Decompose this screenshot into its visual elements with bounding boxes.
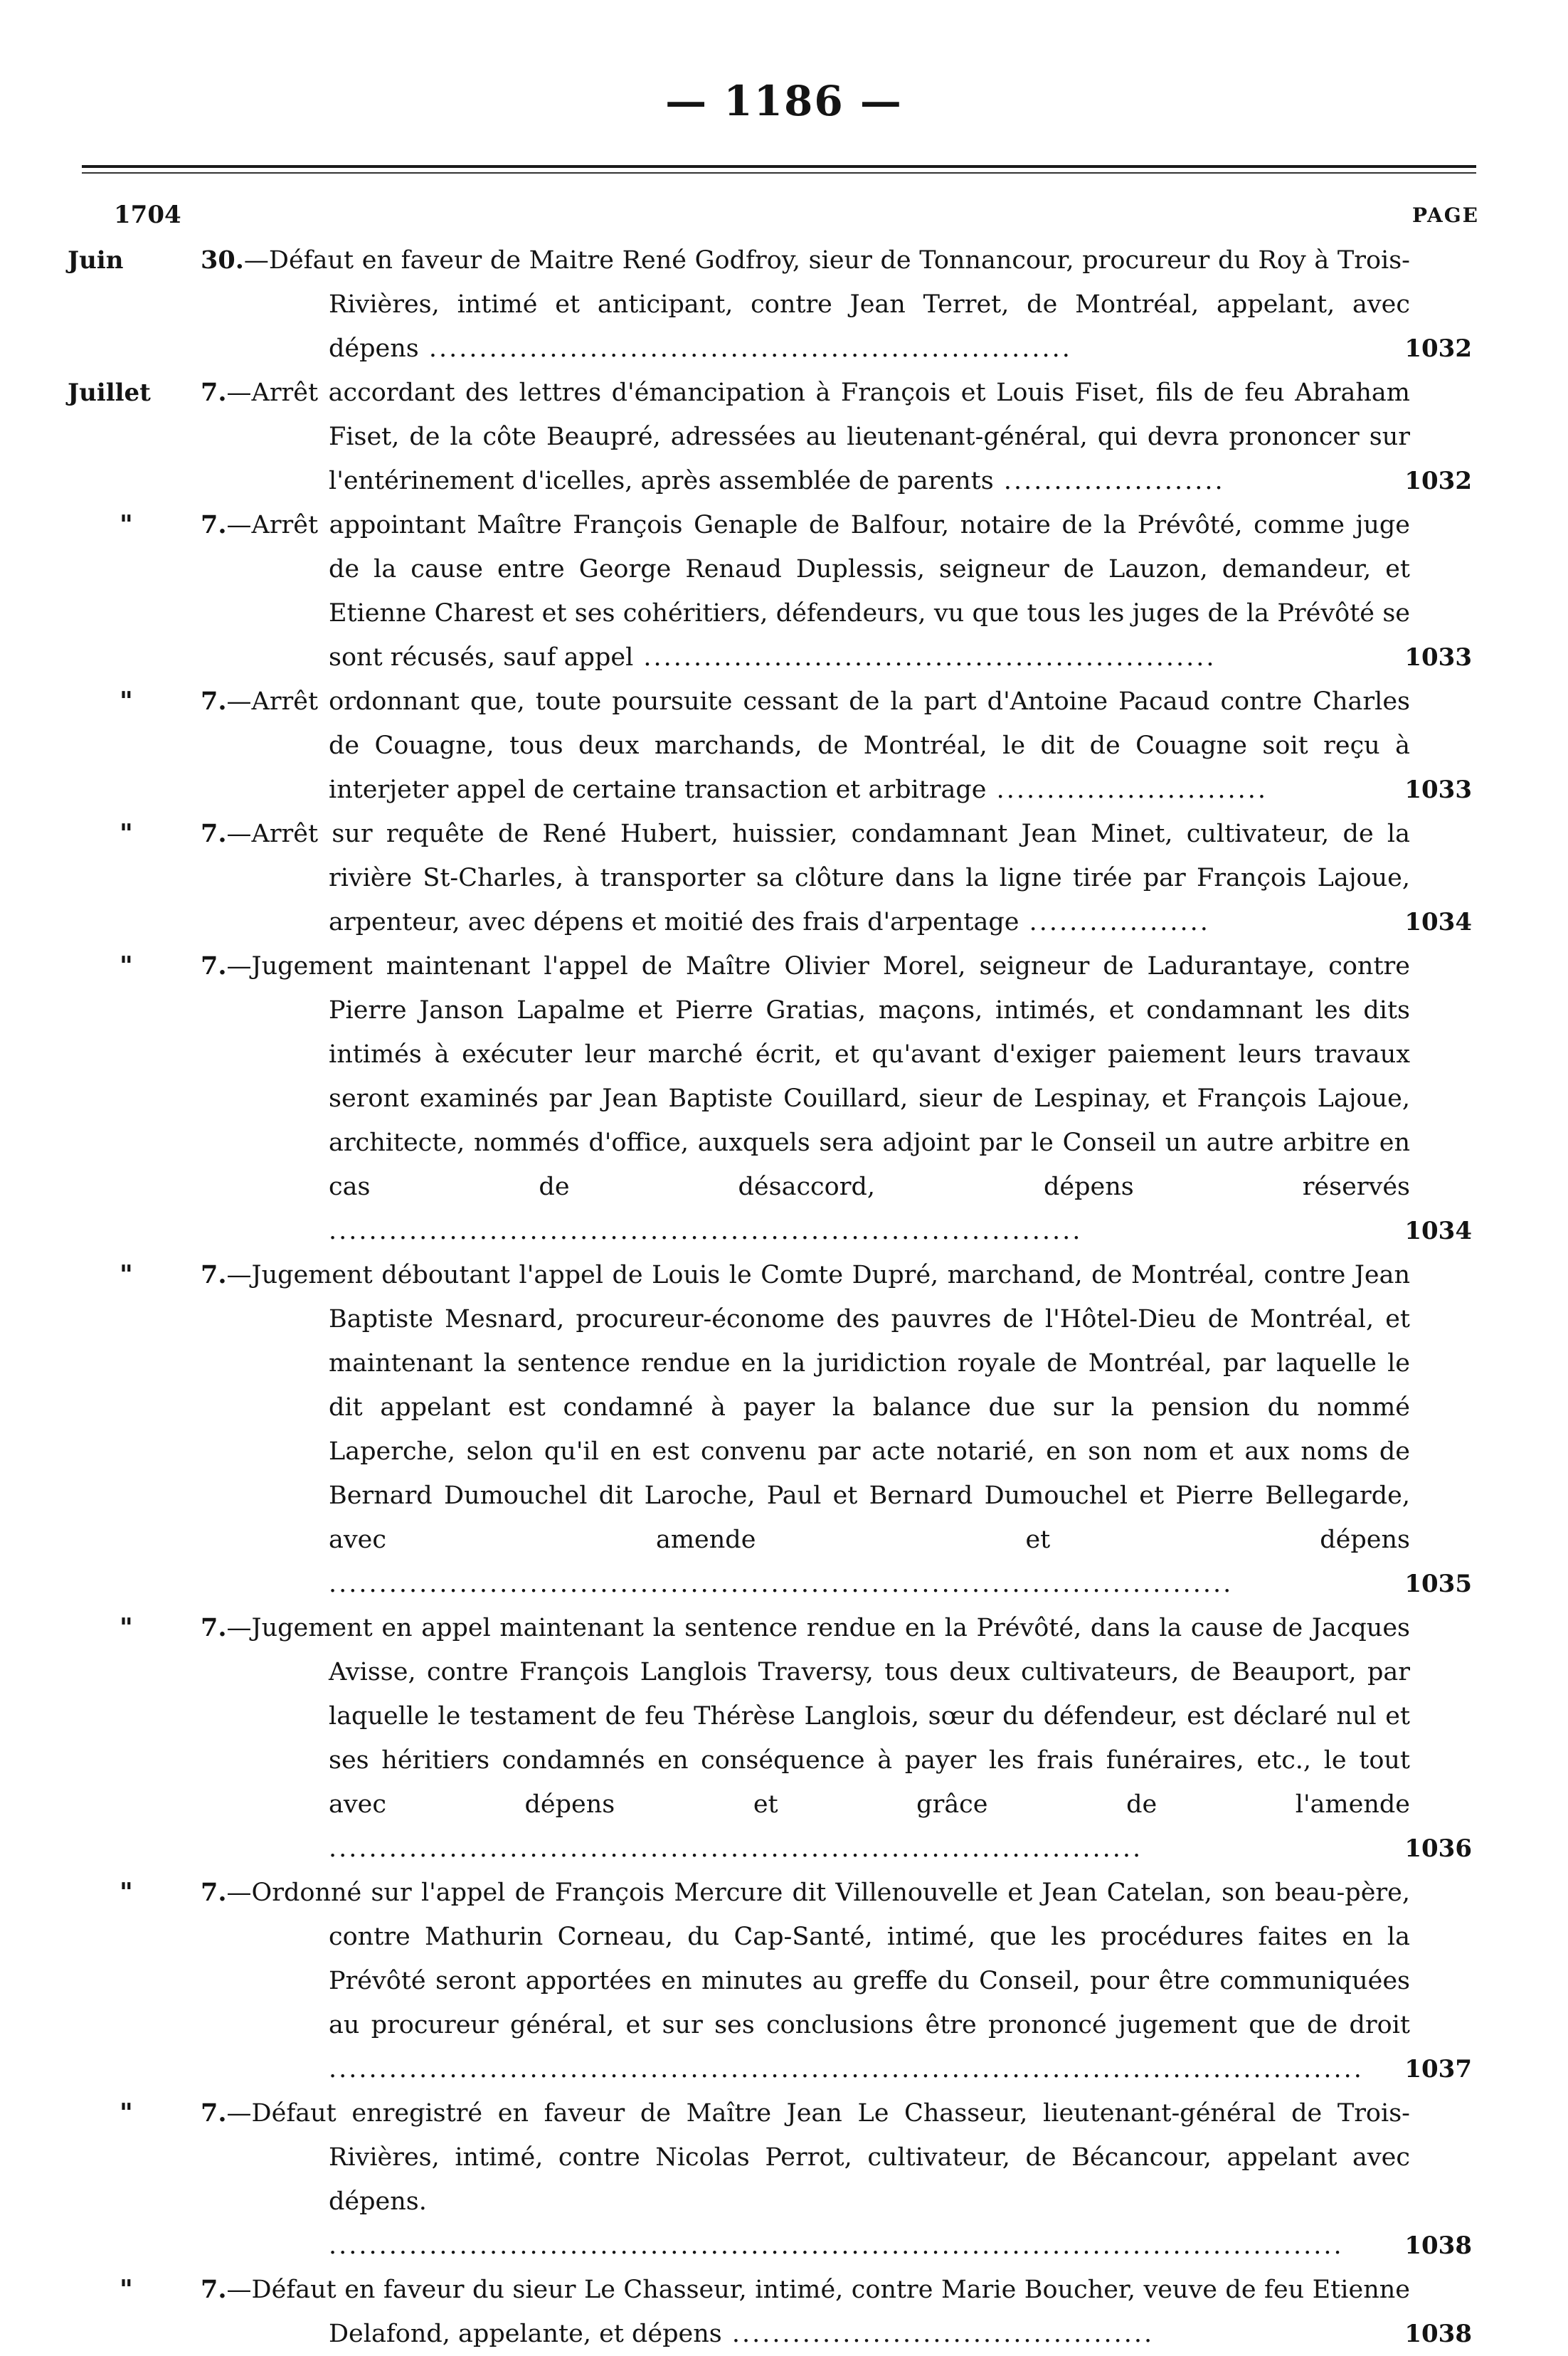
dot-leader: ......................................................... [633,643,1217,672]
entry-page-number: 1038 [1404,2320,1472,2348]
entry-page-number: 1033 [1404,643,1472,672]
page-column-label-text: PAGE [1412,204,1479,227]
dot-leader: ....................................................................................................... [329,2055,1364,2083]
entry-page-number: 1035 [1404,1570,1472,1598]
entry-number: 7. [201,1613,227,1642]
entry-text [201,2268,1410,2356]
entry-description: —Défaut enregistré en faveur de Maître Jean Le Chasseur, lieutenant-général de Trois-Rivières, intimé, contre Nicolas Perrot, cultivateur, de Bécancour, appelant avec dépens. [226,2099,1410,2216]
ditto-mark: " [120,1878,133,1908]
dot-leader: ..................................................................................................... [329,2231,1344,2260]
entry-11 [0,2268,1568,2356]
year-label: 1704 [114,201,181,229]
entry-description: —Jugement en appel maintenant la sentence rendue en la Prévôté, dans la cause de Jacques Avisse, contre François Langlois Traversy, tous deux cultivateurs, de Beauport, par laquelle le testament de feu Thérèse Langlois, sœur du défendeur, est déclaré nul et ses héritiers condamnés en conséquence à payer les frais funéraires, etc., le tout avec dépens et grâce de l'amende [226,1614,1410,1819]
entry-month: Juillet [68,379,151,407]
entry-text [201,1606,1410,1871]
entry-text [201,1871,1410,2091]
entry-page-number: 1037 [1404,2055,1472,2083]
entry-description: —Arrêt sur requête de René Hubert, huissier, condamnant Jean Minet, cultivateur, de la rivière St-Charles, à transporter sa clôture dans la ligne tirée par François Lajoue, arpenteur, avec dépens et moitié des frais d'arpentage [226,820,1410,936]
page-column-label [1412,204,1479,227]
entry-description: —Arrêt ordonnant que, toute poursuite cessant de la part d'Antoine Pacaud contre Charles de Couagne, tous deux marchands, de Montréal, le dit de Couagne soit reçu à interjeter appel de certaine transaction et arbitrage [226,687,1410,804]
entry-page-number: 1033 [1404,776,1472,804]
entry-description: —Défaut en faveur du sieur Le Chasseur, intimé, contre Marie Boucher, veuve de feu Etienne Delafond, appelante, et dépens [226,2276,1410,2348]
entry-1 [0,238,1568,371]
entry-10 [0,2091,1568,2268]
entry-number: 7. [201,2098,227,2128]
ditto-mark: " [120,819,133,849]
entry-page-number: 1032 [1404,467,1472,495]
header-rule-thin [82,172,1476,174]
ditto-mark: " [120,1260,133,1290]
entry-number: 30. [201,245,244,275]
ditto-mark: " [120,1613,133,1643]
entry-text [201,238,1410,371]
entry-4 [0,680,1568,812]
entry-6 [0,944,1568,1253]
entry-page-number: 1034 [1404,1217,1472,1245]
entry-text [201,680,1410,812]
entry-description: —Défaut en faveur de Maitre René Godfroy, sieur de Tonnancour, procureur du Roy à Trois-Rivières, intimé et anticipant, contre Jean Terret, de Montréal, appelant, avec dépens [243,246,1410,363]
entry-description: —Arrêt appointant Maître François Genaple de Balfour, notaire de la Prévôté, comme juge de la cause entre George Renaud Duplessis, seigneur de Lauzon, demandeur, et Etienne Charest et ses cohéritiers, défendeurs, vu que tous les juges de la Prévôté se sont récusés, sauf appel [226,511,1410,672]
entry-page-number: 1036 [1404,1834,1472,1863]
header-rule-thick [82,165,1476,168]
dot-leader: ...................... [993,467,1225,495]
entry-text [201,944,1410,1253]
entry-page-number: 1034 [1404,908,1472,936]
entry-number: 7. [201,951,227,981]
dot-leader: .......................................... [721,2320,1155,2348]
entry-month: Juin [68,246,124,275]
entry-text [201,812,1410,944]
entry-page-number: 1038 [1404,2231,1472,2260]
entry-number: 7. [201,2275,227,2304]
ditto-mark: " [120,2098,133,2128]
dot-leader: ........................................................................... [329,1217,1083,1245]
entry-number: 7. [201,510,227,539]
entry-description: —Jugement maintenant l'appel de Maître Olivier Morel, seigneur de Ladurantaye, contre Pierre Janson Lapalme et Pierre Gratias, maçons, intimés, et condamnant les dits intimés à exécuter leur marché écrit, et qu'avant d'exiger paiement leurs travaux seront examinés par Jean Baptiste Couillard, sieur de Lespinay, et François Lajoue, architecte, nommés d'office, auxquels sera adjoint par le Conseil un autre arbitre en cas de désaccord, dépens réservés [226,952,1410,1201]
entry-text [201,1253,1410,1606]
entry-7 [0,1253,1568,1606]
ditto-mark: " [120,687,133,717]
ditto-mark: " [120,510,133,540]
ditto-mark: " [120,951,133,981]
entry-8 [0,1606,1568,1871]
entry-description: —Jugement déboutant l'appel de Louis le Comte Dupré, marchand, de Montréal, contre Jean Baptiste Mesnard, procureur-économe des pauvres de l'Hôtel-Dieu de Montréal, et maintenant la sentence rendue en la juridiction royale de Montréal, par laquelle le dit appelant est condamné à payer la balance due sur la pension du nommé Laperche, selon qu'il en est convenu par acte notarié, en son nom et aux noms de Bernard Dumouchel dit Laroche, Paul et Bernard Dumouchel et Pierre Bellegarde, avec amende et dépens [226,1261,1410,1554]
dot-leader: .......................................................................................... [329,1570,1234,1598]
ditto-mark: " [120,2275,133,2305]
entry-5 [0,812,1568,944]
entry-3 [0,503,1568,680]
entry-page-number: 1032 [1404,334,1472,363]
entry-number: 7. [201,687,227,716]
entry-list [0,238,1568,2356]
entry-description: —Ordonné sur l'appel de François Mercure dit Villenouvelle et Jean Catelan, son beau-père, contre Mathurin Corneau, du Cap-Santé, intimé, que les procédures faites en la Prévôté seront apportées en minutes au greffe du Conseil, pour être communiquées au procureur général, et sur ses conclusions être prononcé jugement que de droit [226,1879,1410,2039]
entry-text [201,503,1410,680]
entry-number: 7. [201,819,227,848]
entry-9 [0,1871,1568,2091]
entry-description: —Arrêt accordant des lettres d'émancipation à François et Louis Fiset, fils de feu Abraham Fiset, de la côte Beaupré, adressées au lieutenant-général, qui devra prononcer sur l'entérinement d'icelles, après assemblée de parents [226,379,1410,495]
entry-number: 7. [201,1260,227,1289]
entry-number: 7. [201,1878,227,1907]
dot-leader: ................................................................................. [329,1834,1143,1863]
entry-number: 7. [201,378,227,407]
dot-leader: .................. [1019,908,1210,936]
entry-text [201,371,1410,503]
page-header: — 1186 — [665,77,903,125]
entry-2 [0,371,1568,503]
entry-text [201,2091,1410,2268]
dot-leader: ................................................................ [418,334,1072,363]
dot-leader: ........................... [986,776,1268,804]
